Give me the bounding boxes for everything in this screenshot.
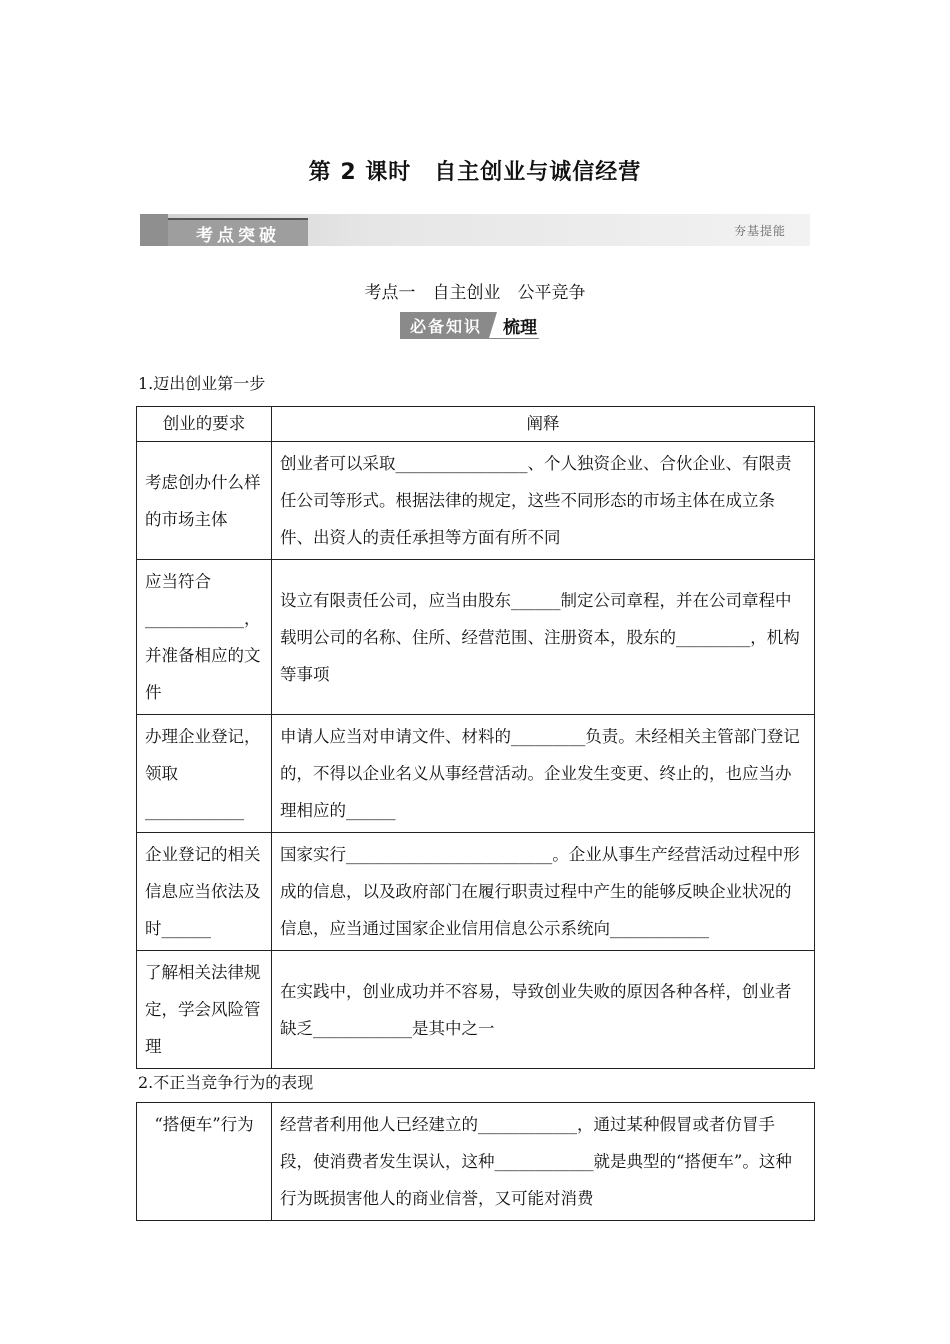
banner-accent <box>140 214 168 246</box>
knowledge-badge <box>400 312 539 339</box>
explanation-cell: 创业者可以采取________________、个人独资企业、合伙企业、有限责任公司等形式。根据法律的规定，这些不同形态的市场主体在成立条件、出资人的责任承担等方面有所不同 <box>272 442 815 560</box>
table-header-row <box>137 407 815 442</box>
explanation-cell: 申请人应当对申请文件、材料的_________负责。未经相关主管部门登记的，不得以企业名义从事经营活动。企业发生变更、终止的，也应当办理相应的______ <box>272 715 815 833</box>
table-row <box>137 715 815 833</box>
requirement-cell: 办理企业登记，领取____________ <box>137 715 272 833</box>
competition-table <box>136 1102 815 1221</box>
section-banner <box>140 214 810 246</box>
table-row <box>137 951 815 1069</box>
section1-heading: 1.迈出创业第一步 <box>138 374 266 393</box>
explanation-cell: 经营者利用他人已经建立的____________，通过某种假冒或者仿冒手段，使消费者发生误认，这种____________就是典型的“搭便车”。这种行为既损害他人的商业信誉，又可能对消费 <box>272 1103 815 1221</box>
page-title: 第 2 课时 自主创业与诚信经营 <box>308 160 642 185</box>
table-row <box>137 442 815 560</box>
table-header: 创业的要求 <box>137 407 272 442</box>
requirement-cell: 考虑创办什么样的市场主体 <box>137 442 272 560</box>
badge-divider <box>489 312 497 338</box>
explanation-cell: 在实践中，创业成功并不容易，导致创业失败的原因各种各样，创业者缺乏____________是其中之一 <box>272 951 815 1069</box>
knowledge-badge-label: 必备知识 <box>400 312 490 339</box>
topic-heading: 考点一 自主创业 公平竞争 <box>364 283 586 303</box>
table-row <box>137 1103 815 1221</box>
banner-tab: 考点突破 <box>168 218 308 246</box>
table-row <box>137 833 815 951</box>
requirement-cell: 应当符合____________，并准备相应的文件 <box>137 560 272 715</box>
startup-table <box>136 406 815 1069</box>
knowledge-badge-suffix: 梳理 <box>503 317 538 338</box>
requirement-cell: 了解相关法律规定，学会风险管理 <box>137 951 272 1069</box>
explanation-cell: 国家实行_________________________。企业从事生产经营活动过程中形成的信息，以及政府部门在履行职责过程中产生的能够反映企业状况的信息，应当通过国家企业信用信息公示系统向____________ <box>272 833 815 951</box>
requirement-cell: 企业登记的相关信息应当依法及时______ <box>137 833 272 951</box>
section2-heading: 2.不正当竞争行为的表现 <box>138 1073 314 1092</box>
table-row <box>137 560 815 715</box>
explanation-cell: 设立有限责任公司，应当由股东______制定公司章程，并在公司章程中载明公司的名称、住所、经营范围、注册资本，股东的_________，机构等事项 <box>272 560 815 715</box>
banner-right-label: 夯基提能 <box>733 224 786 238</box>
table-header: 阐释 <box>272 407 815 442</box>
behavior-cell: “搭便车”行为 <box>137 1103 272 1221</box>
